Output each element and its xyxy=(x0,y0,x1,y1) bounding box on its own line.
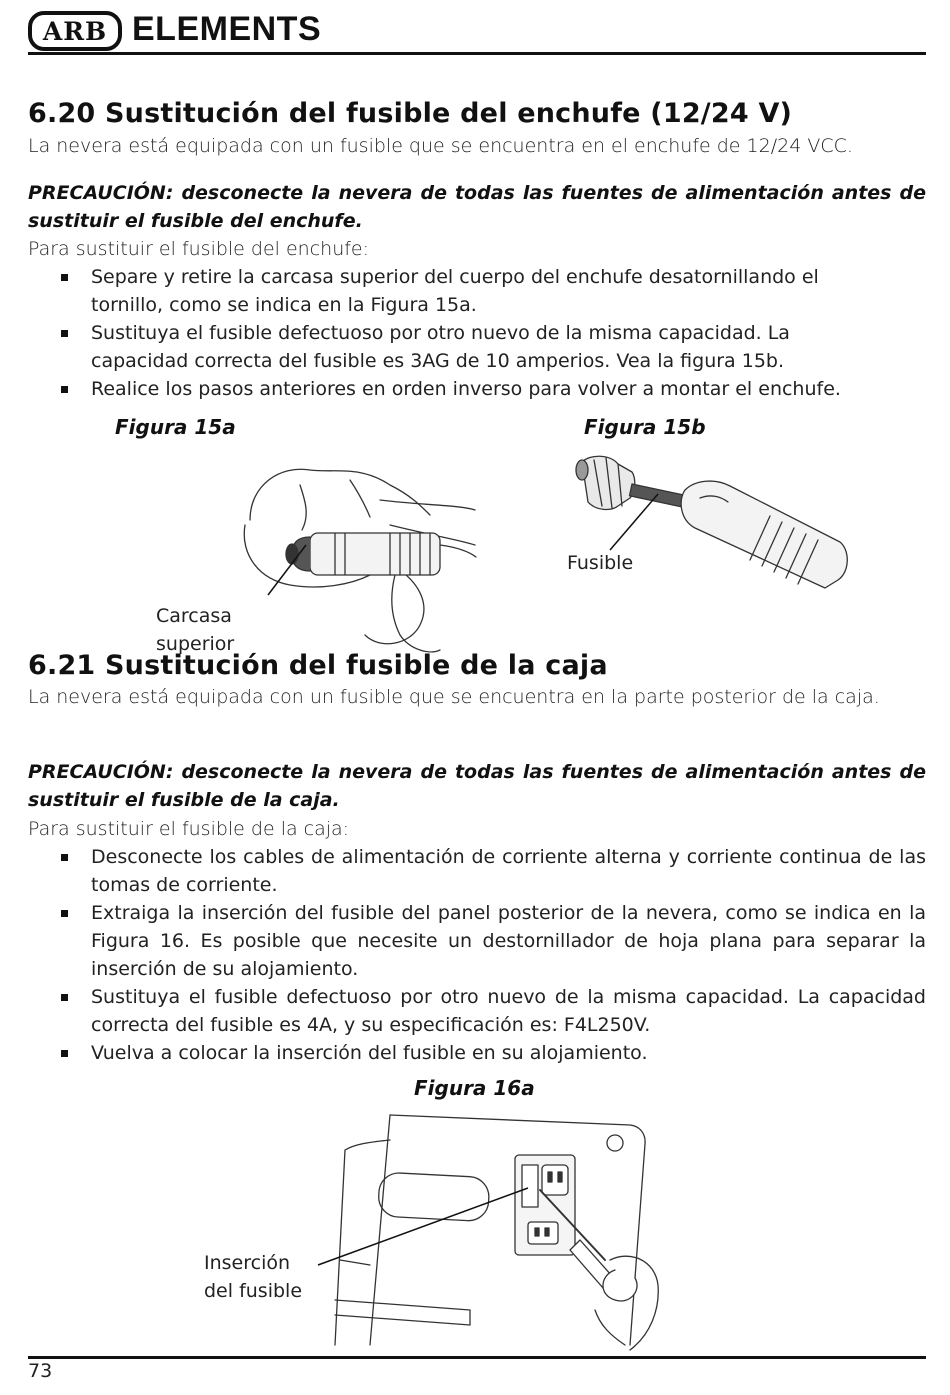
section-620-heading: 6.20 Sustitución del fusible del enchufe (12/24 V) xyxy=(28,98,793,129)
section-621-caution: PRECAUCIÓN: desconecte la nevera de todas las fuentes de alimentación antes de sustituir el fusible de la caja. xyxy=(28,761,926,811)
section-621-lead: Para sustituir el fusible de la caja: xyxy=(28,818,350,840)
fig15a-label-line1: Carcasa xyxy=(156,605,232,627)
bullet-icon xyxy=(61,330,68,337)
bullet-icon xyxy=(61,1050,68,1057)
bullet-icon xyxy=(61,274,68,281)
page-number: 73 xyxy=(28,1360,53,1382)
list-item: Desconecte los cables de alimentación de corriente alterna y corriente continua de las tomas de corriente. xyxy=(28,843,926,899)
fig15b-illustration xyxy=(570,450,855,610)
brand-title: ELEMENTS xyxy=(132,10,322,48)
section-620-steps xyxy=(28,263,888,403)
list-item: Extraiga la inserción del fusible del panel posterior de la nevera, como se indica en la Figura 16. Es posible que necesite un destornillador de hoja plana para separar la inserción de su alojamiento. xyxy=(28,899,926,983)
logo-text: ARB xyxy=(42,16,108,46)
fig16a-illustration xyxy=(330,1110,660,1355)
fig16a-label-line2: del fusible xyxy=(204,1280,303,1302)
footer-rule xyxy=(28,1356,926,1359)
list-item: Sustituya el fusible defectuoso por otro nuevo de la misma capacidad. La capacidad correcta del fusible es 3AG de 10 amperios. Vea la figura 15b. xyxy=(28,319,888,375)
fig16a-caption: Figura 16a xyxy=(414,1076,535,1100)
section-620-caution: PRECAUCIÓN: desconecte la nevera de todas las fuentes de alimentación antes de sustituir el fusible del enchufe. xyxy=(28,182,926,232)
arb-logo xyxy=(28,11,122,51)
section-621-intro: La nevera está equipada con un fusible que se encuentra en la parte posterior de la caja. xyxy=(28,686,880,708)
list-item: Vuelva a colocar la inserción del fusible en su alojamiento. xyxy=(28,1039,926,1067)
fig15a-illustration xyxy=(240,445,480,655)
bullet-icon xyxy=(61,994,68,1001)
fig16a-label-line1: Inserción xyxy=(204,1252,291,1274)
section-620-intro: La nevera está equipada con un fusible que se encuentra en el enchufe de 12/24 VCC. xyxy=(28,135,853,157)
header-rule xyxy=(28,52,926,55)
section-620-lead: Para sustituir el fusible del enchufe: xyxy=(28,238,370,260)
section-621-steps xyxy=(28,843,926,1067)
fig15a-caption: Figura 15a xyxy=(115,415,236,439)
list-item: Realice los pasos anteriores en orden inverso para volver a montar el enchufe. xyxy=(28,375,888,403)
bullet-icon xyxy=(61,386,68,393)
section-621-heading: 6.21 Sustitución del fusible de la caja xyxy=(28,650,608,681)
fig15b-label: Fusible xyxy=(567,552,634,574)
bullet-icon xyxy=(61,910,68,917)
bullet-icon xyxy=(61,854,68,861)
fig15b-caption: Figura 15b xyxy=(584,415,706,439)
list-item: Sustituya el fusible defectuoso por otro nuevo de la misma capacidad. La capacidad correcta del fusible es 4A, y su especificación es: F4L250V. xyxy=(28,983,926,1039)
fig15a-label-line2: superior xyxy=(156,633,235,655)
list-item: Separe y retire la carcasa superior del cuerpo del enchufe desatornillando el tornillo, como se indica en la Figura 15a. xyxy=(28,263,888,319)
